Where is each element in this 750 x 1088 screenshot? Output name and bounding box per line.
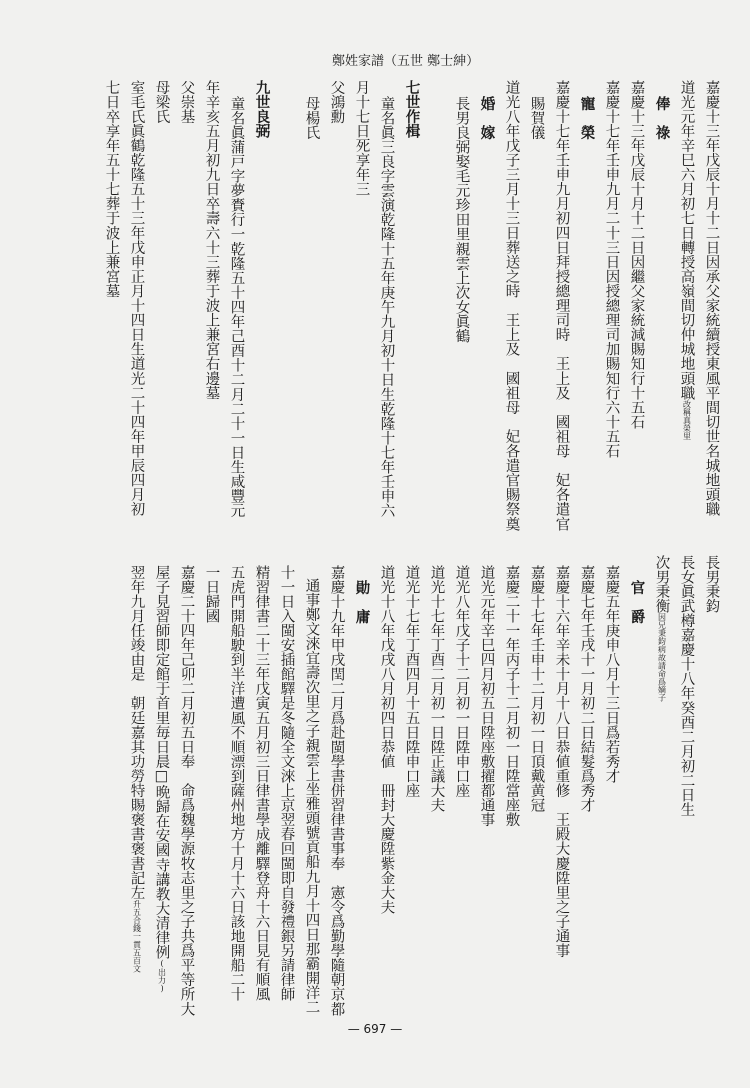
text-column xyxy=(479,96,494,140)
text-column xyxy=(354,580,369,624)
column-text: 嘉慶二十一年丙子十二月初一日陞當座敷 xyxy=(503,565,520,827)
text-column xyxy=(354,80,369,196)
text-column xyxy=(579,565,594,812)
column-text: 月十七日死享年三 xyxy=(353,80,370,197)
text-column xyxy=(554,80,569,531)
column-text: 寵 榮 xyxy=(578,96,596,140)
column-text: 通事鄭文淶宜壽次里之子親雲上坐雅頭號貢船九月十四日那霸開洋二 xyxy=(303,578,320,1015)
text-column xyxy=(204,565,219,623)
page-header: 鄭姓家譜（五世 鄭士紳） xyxy=(332,54,480,69)
text-column xyxy=(229,565,244,1002)
text-column xyxy=(379,565,394,914)
column-text: 五虎門開船駛到半洋遭風不順漂到薩州地方十月十六日該地開船二十 xyxy=(228,565,245,1002)
column-text: 母梁氏 xyxy=(153,80,170,124)
column-text: 道光八年戊子十二月初一日陞申口座 xyxy=(453,565,470,798)
text-column xyxy=(704,555,719,613)
text-column xyxy=(479,565,494,827)
column-text: 一日歸國 xyxy=(203,565,220,624)
column-text: 次男秉衡 xyxy=(653,555,670,614)
column-note: 升五合錢一貫五百文 xyxy=(132,899,142,973)
text-column xyxy=(554,565,569,958)
column-text: 道光元年辛巳四月初五日陞座敷擢都通事 xyxy=(478,565,495,827)
column-text: 官 爵 xyxy=(628,580,646,624)
text-column xyxy=(529,565,544,812)
page-number: — 697 — xyxy=(347,1022,403,1036)
text-column xyxy=(579,96,594,140)
text-column xyxy=(304,96,319,140)
column-text: 九世良弼 xyxy=(253,80,271,139)
text-column xyxy=(629,80,644,429)
column-text: 母楊氏 xyxy=(303,96,320,140)
text-column xyxy=(604,565,619,783)
text-column xyxy=(304,578,319,1015)
column-text: 長男良弼娶毛元珍田里親雲上次女眞鶴 xyxy=(453,96,470,344)
column-text: 七世作楫 xyxy=(403,80,421,139)
text-column xyxy=(654,96,669,140)
column-text: 嘉慶七年壬戌十一月初二日結髮爲秀才 xyxy=(578,565,595,813)
column-note: (出力) xyxy=(157,959,167,994)
text-column xyxy=(129,80,144,517)
text-column xyxy=(279,565,294,1002)
text-column xyxy=(404,565,419,798)
column-text: 長男秉鈞 xyxy=(703,555,720,614)
text-column xyxy=(654,555,669,702)
column-text: 父鴻勳 xyxy=(328,80,345,124)
column-text: 精習律書二十三年戊寅五月初三日律書學成離驛登舟十六日見有順風 xyxy=(253,565,270,1002)
column-text: 十一日入閩安插館驛是冬隨全文淶上京翌春回閩即自發禮銀另請律師 xyxy=(278,565,295,1002)
column-note: 改稱真榮里 xyxy=(682,400,692,441)
column-text: 嘉慶十七年壬申十二月初一日頂戴黄冠 xyxy=(528,565,545,813)
column-text: 道光元年辛巳六月初七日轉授高嶺間切仲城地頭職 xyxy=(678,80,695,401)
column-text: 嘉慶二十四年己卯二月初五日奉 命爲魏學源牧志里之子共爲平等所大 xyxy=(178,565,195,1017)
text-column xyxy=(629,580,644,624)
column-text: 室毛氏眞鶴乾隆五十三年戊申正月十四日生道光二十四年甲辰四月初 xyxy=(128,80,145,517)
column-text: 勛 庸 xyxy=(353,580,371,624)
column-text: 七日卒享年五十七葬于波上兼宮墓 xyxy=(103,80,120,299)
text-column xyxy=(604,80,619,458)
column-text: 俸 祿 xyxy=(653,96,671,140)
text-column xyxy=(529,96,544,140)
column-text: 道光十七年丁酉二月初一日陞正議大夫 xyxy=(428,565,445,813)
text-column xyxy=(404,80,419,138)
column-text: 婚 嫁 xyxy=(478,96,496,140)
column-text: 嘉慶十七年壬申九月初四日拜授總理司時 王上及 國祖母 妃各遣官 xyxy=(553,80,570,532)
text-column xyxy=(254,565,269,1002)
column-text: 嘉慶五年庚申八月十三日爲若秀才 xyxy=(603,565,620,784)
text-column xyxy=(329,80,344,124)
text-column xyxy=(179,565,194,1016)
text-column xyxy=(154,80,169,124)
column-text: 嘉慶十三年戊辰十月十二日因繼父家統減賜知行十五石 xyxy=(628,80,645,430)
text-column xyxy=(229,96,244,518)
column-text: 嘉慶十三年戊辰十月十二日因承父家統續授東風平間切世名城地頭職 xyxy=(703,80,720,517)
column-text: 父崇基 xyxy=(178,80,195,124)
column-text: 道光八年戊子三月十三日葬送之時 王上及 國祖母 妃各遣官賜祭奠 xyxy=(503,80,520,532)
column-text: 嘉慶十九年甲戌閏二月爲赴閩學書併習律書事奉 憲令爲勤學隨朝京都 xyxy=(328,565,345,1017)
text-column xyxy=(204,80,219,400)
text-column xyxy=(429,565,444,812)
column-text: 年辛亥五月初九日卒壽六十三葬于波上兼宮右邊墓 xyxy=(203,80,220,401)
text-column xyxy=(154,565,169,994)
text-column xyxy=(504,565,519,827)
text-column xyxy=(329,565,344,1016)
text-column xyxy=(254,80,269,138)
text-column xyxy=(679,80,694,440)
column-text: 嘉慶十七年壬申九月二十三日因授總理司加賜知行六十五石 xyxy=(603,80,620,459)
text-column xyxy=(454,565,469,798)
column-text: 翌年九月任竣由是 朝廷嘉其功勞特賜褒書褒書記左 xyxy=(128,565,145,900)
text-column xyxy=(454,96,469,343)
column-text: 道光十八年戊戌八月初四日恭値 冊封大慶陞紫金大夫 xyxy=(378,565,395,915)
column-text: 屋子見習師即定館于首里毎日晨□晩歸在安國寺講教大清律例 xyxy=(153,565,170,960)
text-column xyxy=(129,565,144,972)
column-text: 賜賀儀 xyxy=(528,96,545,140)
column-text: 童名眞三良字雲演乾隆十五年庚午九月初十日生乾隆十七年壬申六 xyxy=(378,96,395,518)
text-column xyxy=(379,96,394,518)
column-text: 嘉慶十六年辛未十月十八日恭値重修 王殿大慶陞里之子通事 xyxy=(553,565,570,958)
text-column xyxy=(504,80,519,531)
text-column xyxy=(179,80,194,124)
text-column xyxy=(104,80,119,298)
text-column xyxy=(704,80,719,517)
column-text: 道光十七年丁酉四月十五日陞申口座 xyxy=(403,565,420,798)
text-column xyxy=(679,555,694,817)
column-text: 長女眞武樽嘉慶十八年癸酉二月初二日生 xyxy=(678,555,695,817)
column-text: 童名眞蒲戸字夢賚行一乾隆五十四年己酉十二月二十一日生咸豐元 xyxy=(228,96,245,518)
column-note: 因兄秉鈞病故請命爲嫡子 xyxy=(657,613,667,702)
